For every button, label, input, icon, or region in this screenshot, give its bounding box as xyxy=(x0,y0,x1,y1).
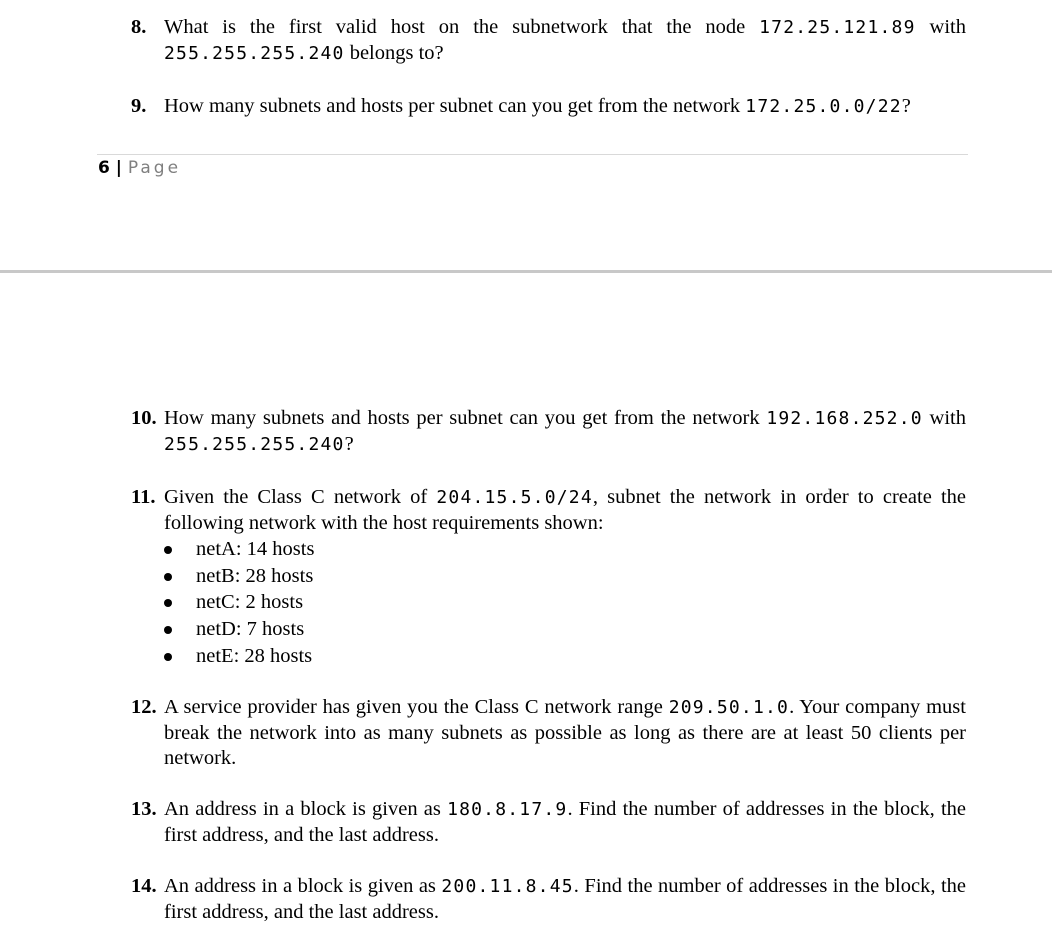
ip-address: 172.25.121.89 xyxy=(759,17,916,38)
question-number: 11. xyxy=(131,486,156,508)
footer-divider xyxy=(97,154,968,155)
question-text: A service provider has given you the Class C network range 209.50.1.0. Your company must break the network into as many subnets as possible as long as there are at least 50 clients per network. xyxy=(164,696,966,769)
question-text: An address in a block is given as 180.8.17.9. Find the number of addresses in the block, the first address, and the last address. xyxy=(164,798,966,846)
list-item: netE: 28 hosts xyxy=(131,643,966,670)
question-number: 8. xyxy=(131,16,147,38)
page-footer: 6 | Page xyxy=(98,158,182,178)
question-9 xyxy=(131,94,966,120)
ip-address: 200.11.8.45 xyxy=(441,876,574,897)
page-break xyxy=(0,270,1052,273)
list-item: netC: 2 hosts xyxy=(131,589,966,616)
network-address: 172.25.0.0/22 xyxy=(745,96,902,117)
list-item: netA: 14 hosts xyxy=(131,536,966,563)
bullet-icon xyxy=(164,653,172,661)
bullet-icon xyxy=(164,599,172,607)
question-12 xyxy=(131,695,966,772)
question-13 xyxy=(131,797,966,848)
ip-address: 180.8.17.9 xyxy=(447,799,568,820)
question-10 xyxy=(131,406,966,457)
page-label: Page xyxy=(127,158,182,178)
question-8 xyxy=(131,15,966,66)
page-number: 6 xyxy=(98,158,110,178)
subnet-mask: 255.255.255.240 xyxy=(164,42,345,64)
bullet-icon xyxy=(164,626,172,634)
question-text: What is the first valid host on the subnetwork that the node 172.25.121.89 with 255.255.255.240 belongs to? xyxy=(164,16,966,64)
bullet-icon xyxy=(164,546,172,554)
network-address: 204.15.5.0/24 xyxy=(436,487,593,508)
list-item: netD: 7 hosts xyxy=(131,616,966,643)
question-number: 10. xyxy=(131,407,157,429)
question-number: 12. xyxy=(131,696,157,718)
bullet-icon xyxy=(164,573,172,581)
question-number: 13. xyxy=(131,798,157,820)
subnet-mask: 255.255.255.240 xyxy=(164,433,345,455)
network-address: 209.50.1.0 xyxy=(668,697,790,718)
question-11 xyxy=(131,485,966,669)
host-requirements-list xyxy=(131,536,966,669)
question-text: Given the Class C network of 204.15.5.0/24, subnet the network in order to create the following network with the host requirements shown: xyxy=(164,486,966,534)
question-text: How many subnets and hosts per subnet can you get from the network 172.25.0.0/22? xyxy=(164,95,911,117)
question-number: 14. xyxy=(131,875,157,897)
question-text: An address in a block is given as 200.11.8.45. Find the number of addresses in the block, the first address, and the last address. xyxy=(164,875,966,923)
question-14 xyxy=(131,874,966,925)
network-address: 192.168.252.0 xyxy=(766,408,923,429)
question-number: 9. xyxy=(131,95,147,117)
question-text: How many subnets and hosts per subnet can you get from the network 192.168.252.0 with 255.255.255.240? xyxy=(164,407,966,455)
list-item: netB: 28 hosts xyxy=(131,563,966,590)
